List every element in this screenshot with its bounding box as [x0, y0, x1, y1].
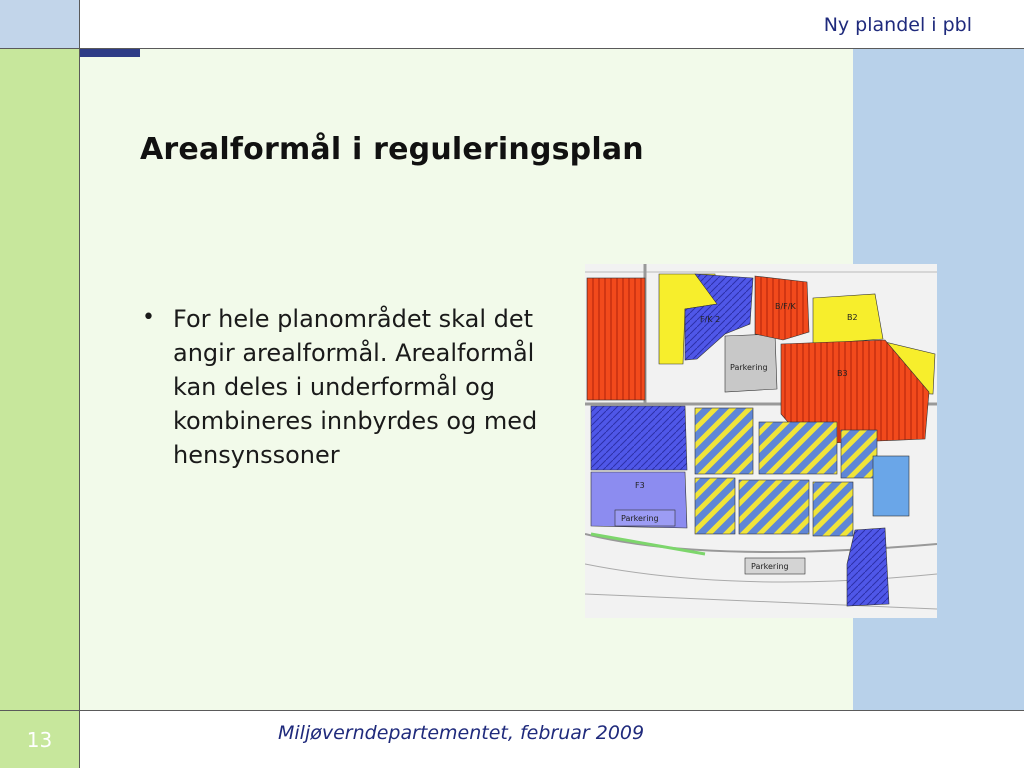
footer-text: Miljøverndepartementet, februar 2009 — [278, 722, 645, 744]
map-label-f3: F3 — [635, 481, 645, 490]
header-title: Ny plandel i pbl — [823, 14, 972, 36]
slide-title: Arealformål i reguleringsplan — [140, 132, 644, 167]
map-label-fk2: F/K 2 — [700, 315, 721, 324]
zoning-map-image — [585, 264, 937, 618]
accent-bar — [80, 49, 140, 57]
bullet-text: For hele planområdet skal det angir arealformål. Arealformål kan deles i underformål og kombineres innbyrdes og med hensynssoner — [173, 305, 538, 469]
top-left-block — [0, 0, 79, 48]
map-label-parkering-1: Parkering — [730, 363, 768, 372]
map-label-parkering-3: Parkering — [751, 562, 789, 571]
vertical-divider — [79, 0, 80, 768]
header-divider — [0, 48, 1024, 49]
left-green-band — [0, 49, 79, 710]
page-number: 13 — [26, 728, 53, 752]
map-label-b2: B2 — [847, 313, 858, 322]
bullet-dot-icon: • — [142, 305, 155, 330]
footer-divider — [0, 710, 1024, 711]
map-label-b3: B3 — [837, 369, 848, 378]
map-label-bfk: B/F/K — [775, 302, 796, 311]
map-label-parkering-2: Parkering — [621, 514, 659, 523]
